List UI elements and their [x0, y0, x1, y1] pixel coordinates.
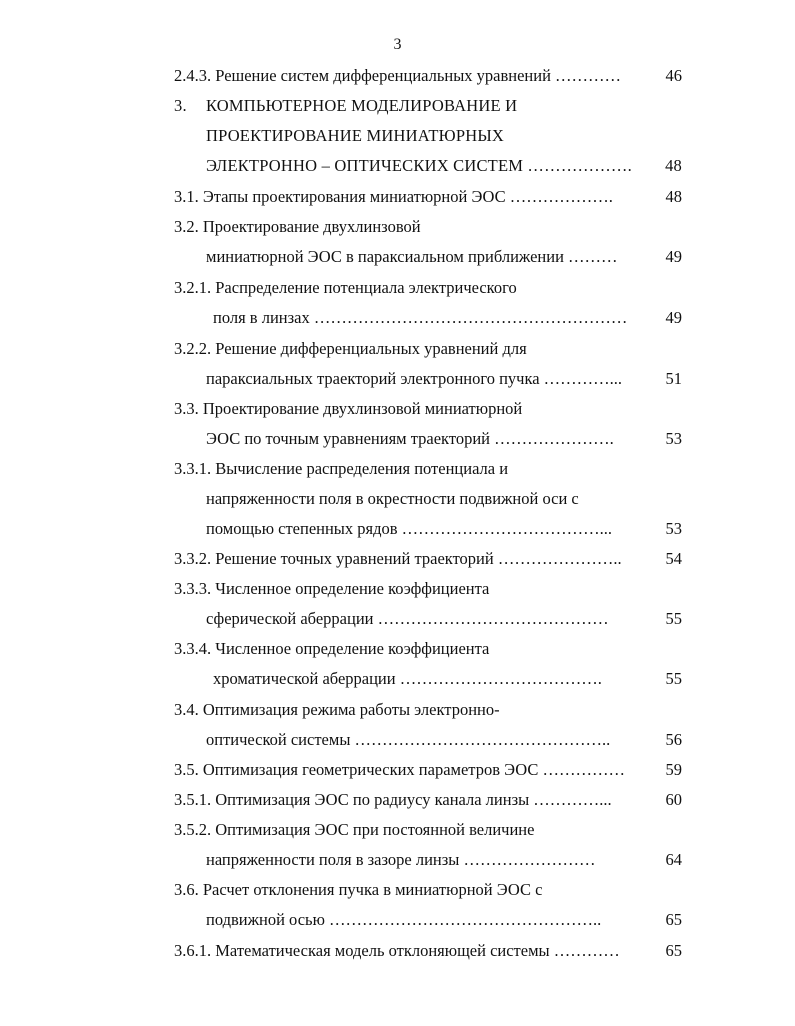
toc-entry-page: 60 — [665, 790, 682, 809]
toc-entry-number: 3.6.1. — [174, 941, 212, 960]
toc-entry-title: Решение точных уравнений траекторий ………………….. — [215, 549, 622, 568]
toc-entry-3-3-3 — [174, 577, 682, 601]
toc-entry-title: Вычисление распределения потенциала и — [215, 459, 509, 478]
toc-entry-title-continued: напряженности поля в зазоре линзы …………………… — [206, 850, 596, 869]
toc-entry-title: Решение дифференциальных уравнений для — [215, 339, 527, 358]
toc-entry-title: Этапы проектирования миниатюрной ЭОС ………………. — [202, 187, 613, 206]
toc-entry-page: 53 — [665, 519, 682, 538]
toc-entry-page: 65 — [665, 910, 682, 929]
page-number: 3 — [393, 36, 402, 53]
toc-entry-3-2-1 — [174, 276, 682, 300]
toc-entry-3-line-2 — [206, 124, 682, 148]
toc-entry-3-6-line-2 — [206, 908, 682, 932]
toc-entry-3-5-2 — [174, 818, 682, 842]
toc-entry-3-3-2 — [174, 547, 682, 571]
toc-entry-3-3-4 — [174, 637, 682, 661]
toc-entry-number: 3.3.3. — [174, 579, 212, 598]
toc-entry-page: 51 — [665, 369, 682, 388]
toc-entry-number: 3.3.2. — [174, 549, 212, 568]
toc-entry-3-6-1 — [174, 939, 682, 963]
toc-entry-title-continued: ПРОЕКТИРОВАНИЕ МИНИАТЮРНЫХ — [206, 126, 505, 145]
toc-entry-3-2-2-line-2 — [206, 367, 682, 391]
toc-entry-3-3-3-line-2 — [206, 607, 682, 631]
toc-entry-title: Проектирование двухлинзовой — [202, 217, 421, 236]
toc-entry-number: 3.3.4. — [174, 639, 212, 658]
toc-entry-number: 3.5. — [174, 760, 199, 779]
toc-entry-title: Решение систем дифференциальных уравнений ………… — [215, 66, 622, 85]
toc-entry-title: Оптимизация ЭОС по радиусу канала линзы …………... — [215, 790, 612, 809]
toc-entry-title: Численное определение коэффициента — [215, 579, 490, 598]
toc-entry-title-continued: ЭОС по точным уравнениям траекторий …………………. — [206, 429, 614, 448]
toc-entry-page: 49 — [665, 308, 682, 327]
toc-entry-3-3-line-2 — [206, 427, 682, 451]
toc-entry-title-continued: миниатюрной ЭОС в параксиальном приближении ……… — [206, 247, 618, 266]
toc-entry-3-2-line-2 — [206, 245, 682, 269]
toc-entry-3-1 — [174, 185, 682, 209]
toc-entry-number: 3.3.1. — [174, 459, 212, 478]
toc-entry-number: 3.2. — [174, 217, 199, 236]
toc-entry-page: 46 — [665, 66, 682, 85]
toc-entry-number: 3.5.1. — [174, 790, 212, 809]
toc-entry-2-4-3 — [174, 64, 682, 88]
toc-entry-number: 3.6. — [174, 880, 199, 899]
toc-entry-3-2-2 — [174, 337, 682, 361]
toc-entry-3-5-2-line-2 — [206, 848, 682, 872]
toc-entry-3-2 — [174, 215, 682, 239]
toc-entry-title: Оптимизация геометрических параметров ЭОС …………… — [202, 760, 625, 779]
toc-entry-page: 56 — [665, 730, 682, 749]
toc-entry-3-5 — [174, 758, 682, 782]
toc-entry-number: 2.4.3. — [174, 66, 212, 85]
toc-entry-page: 48 — [665, 156, 682, 175]
toc-entry-title: Распределение потенциала электрического — [215, 278, 517, 297]
toc-entry-title-continued: напряженности поля в окрестности подвижной оси с — [206, 489, 579, 508]
toc-entry-title: КОМПЬЮТЕРНОЕ МОДЕЛИРОВАНИЕ И — [206, 96, 518, 115]
toc-entry-3-6 — [174, 878, 682, 902]
toc-entry-number: 3.2.1. — [174, 278, 212, 297]
toc-entry-page: 55 — [665, 669, 682, 688]
toc-entry-3-3-1-line-3 — [206, 517, 682, 541]
toc-entry-title-continued: поля в линзах ………………………………………………… — [213, 308, 628, 327]
toc-entry-3-3-4-line-2 — [213, 667, 682, 691]
toc-entry-title: Оптимизация ЭОС при постоянной величине — [215, 820, 535, 839]
toc-entry-number: 3.4. — [174, 700, 199, 719]
toc-entry-title: Численное определение коэффициента — [215, 639, 490, 658]
toc-entry-title-continued: подвижной осью ………………………………………….. — [206, 910, 602, 929]
toc-entry-3-line-3 — [206, 154, 682, 178]
toc-entry-page: 54 — [665, 549, 682, 568]
toc-entry-title-continued: оптической системы ……………………………………….. — [206, 730, 611, 749]
toc-entry-3-3 — [174, 397, 682, 421]
toc-entry-3-2-1-line-2 — [213, 306, 682, 330]
toc-entry-title-continued: сферической аберрации …………………………………… — [206, 609, 609, 628]
toc-entry-title: Расчет отклонения пучка в миниатюрной ЭОС с — [202, 880, 543, 899]
toc-entry-page: 55 — [665, 609, 682, 628]
toc-entry-title: Оптимизация режима работы электронно- — [202, 700, 500, 719]
toc-entry-page: 49 — [665, 247, 682, 266]
toc-entry-number: 3. — [174, 96, 187, 115]
toc-entry-page: 48 — [665, 187, 682, 206]
toc-entry-number: 3.1. — [174, 187, 199, 206]
toc-entry-title-continued: помощью степенных рядов ………………………………... — [206, 519, 613, 538]
toc-entry-title-continued: параксиальных траекторий электронного пучка …………... — [206, 369, 623, 388]
toc-entry-title-continued: хроматической аберрации ………………………………. — [213, 669, 602, 688]
toc-entry-3-5-1 — [174, 788, 682, 812]
toc-entry-page: 65 — [665, 941, 682, 960]
toc-entry-page: 59 — [665, 760, 682, 779]
toc-entry-3-3-1 — [174, 457, 682, 481]
toc-entry-3-4 — [174, 698, 682, 722]
toc-entry-page: 64 — [665, 850, 682, 869]
toc-entry-number: 3.5.2. — [174, 820, 212, 839]
toc-entry-page: 53 — [665, 429, 682, 448]
toc-entry-3-4-line-2 — [206, 728, 682, 752]
toc-entry-title: Проектирование двухлинзовой миниатюрной — [202, 399, 523, 418]
toc-entry-3 — [174, 94, 682, 118]
toc-entry-number: 3.3. — [174, 399, 199, 418]
toc-entry-3-3-1-line-2 — [206, 487, 682, 511]
toc-entry-number: 3.2.2. — [174, 339, 212, 358]
toc-entry-title-continued: ЭЛЕКТРОННО – ОПТИЧЕСКИХ СИСТЕМ ………………. — [206, 156, 632, 175]
toc-entry-title: Математическая модель отклоняющей системы ………… — [215, 941, 620, 960]
